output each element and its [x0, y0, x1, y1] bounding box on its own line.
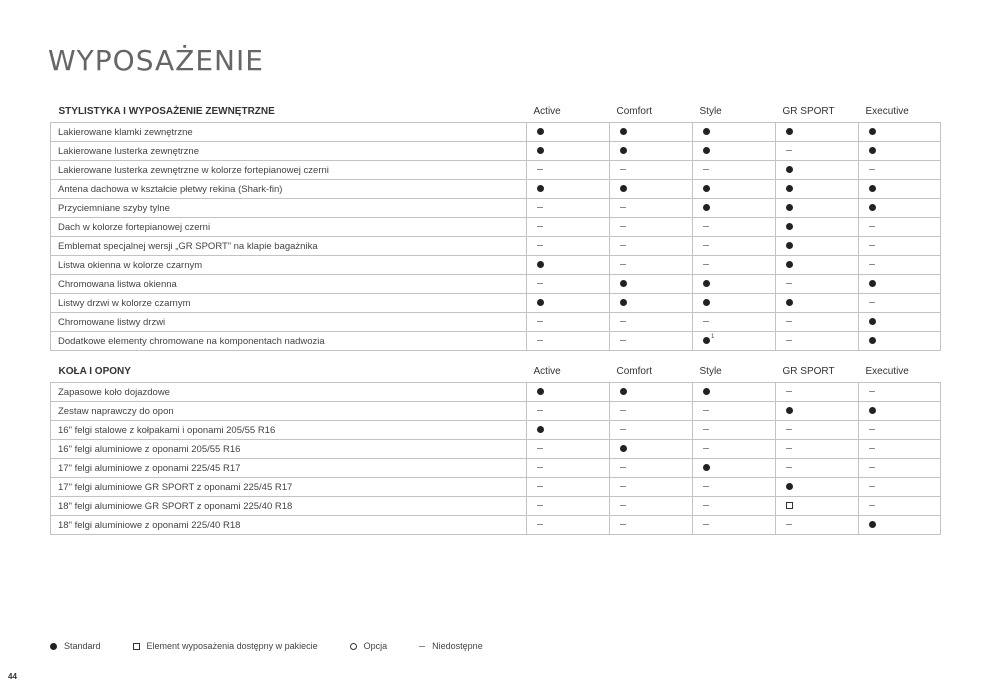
availability-cell — [776, 497, 859, 516]
availability-cell — [527, 275, 610, 294]
availability-cell — [776, 218, 859, 237]
filled-dot-icon — [537, 128, 544, 135]
legend-label: Opcja — [363, 641, 388, 651]
feature-label: Emblemat specjalnej wersji „GR SPORT” na klapie bagażnika — [51, 237, 527, 256]
dash-icon — [620, 524, 626, 525]
table-row — [51, 237, 941, 256]
availability-cell — [776, 237, 859, 256]
filled-dot-icon — [703, 204, 710, 211]
dash-icon — [786, 429, 792, 430]
trim-header: Executive — [865, 365, 909, 377]
circle-outline-icon — [350, 643, 357, 650]
dash-icon — [620, 429, 626, 430]
filled-dot-icon — [537, 147, 544, 154]
equipment-table-wheels — [50, 360, 941, 535]
feature-label: 17" felgi aluminiowe z oponami 225/45 R17 — [51, 459, 527, 478]
square-outline-icon — [786, 502, 793, 509]
table-row — [51, 478, 941, 497]
filled-dot-icon — [786, 483, 793, 490]
legend-item-unavailable — [419, 641, 483, 651]
availability-cell — [859, 123, 941, 142]
legend-label: Element wyposażenia dostępny w pakiecie — [146, 641, 318, 651]
availability-cell — [776, 256, 859, 275]
dash-icon — [620, 467, 626, 468]
availability-cell — [859, 332, 941, 351]
legend-label: Standard — [64, 641, 101, 651]
filled-dot-icon — [50, 643, 57, 650]
dash-icon — [703, 486, 709, 487]
availability-cell — [693, 123, 776, 142]
availability-cell — [693, 275, 776, 294]
filled-dot-icon — [786, 166, 793, 173]
availability-cell — [776, 383, 859, 402]
feature-label: 18" felgi aluminiowe z oponami 225/40 R18 — [51, 516, 527, 535]
availability-cell — [527, 218, 610, 237]
filled-dot-icon — [786, 128, 793, 135]
trim-header: Comfort — [616, 105, 653, 117]
table-row — [51, 161, 941, 180]
legend-item-standard — [50, 641, 101, 651]
section-title: STYLISTYKA I WYPOSAŻENIE ZEWNĘTRZNE — [58, 105, 275, 117]
filled-dot-icon — [703, 185, 710, 192]
dash-icon — [703, 245, 709, 246]
footnote-marker: 1 — [711, 333, 715, 340]
dash-icon — [537, 524, 543, 525]
dash-icon — [869, 245, 875, 246]
availability-cell — [610, 497, 693, 516]
availability-cell — [693, 478, 776, 497]
filled-dot-icon — [869, 204, 876, 211]
availability-cell — [610, 440, 693, 459]
filled-dot-icon — [703, 299, 710, 306]
availability-cell — [527, 123, 610, 142]
dash-icon — [703, 410, 709, 411]
dash-icon — [869, 226, 875, 227]
dash-icon — [537, 226, 543, 227]
availability-cell — [527, 516, 610, 535]
availability-cell — [859, 180, 941, 199]
dash-icon — [869, 302, 875, 303]
availability-cell — [527, 256, 610, 275]
availability-cell — [610, 383, 693, 402]
feature-label: Listwy drzwi w kolorze czarnym — [51, 294, 527, 313]
availability-cell — [859, 421, 941, 440]
availability-cell — [859, 497, 941, 516]
dash-icon — [703, 448, 709, 449]
filled-dot-icon — [869, 318, 876, 325]
table-row — [51, 180, 941, 199]
availability-cell — [776, 421, 859, 440]
availability-cell — [859, 294, 941, 313]
dash-icon — [537, 283, 543, 284]
availability-cell — [859, 275, 941, 294]
filled-dot-icon — [703, 147, 710, 154]
dash-icon — [620, 410, 626, 411]
dash-icon — [869, 169, 875, 170]
dash-icon — [703, 321, 709, 322]
availability-cell — [527, 180, 610, 199]
filled-dot-icon — [537, 388, 544, 395]
availability-cell — [693, 161, 776, 180]
dash-icon — [620, 245, 626, 246]
availability-cell — [610, 402, 693, 421]
availability-cell — [776, 440, 859, 459]
dash-icon — [419, 646, 425, 647]
availability-cell — [776, 142, 859, 161]
table-row — [51, 275, 941, 294]
table-row — [51, 313, 941, 332]
dash-icon — [537, 207, 543, 208]
dash-icon — [869, 467, 875, 468]
availability-cell — [610, 332, 693, 351]
dash-icon — [786, 524, 792, 525]
filled-dot-icon — [620, 388, 627, 395]
filled-dot-icon — [786, 407, 793, 414]
availability-cell — [610, 161, 693, 180]
dash-icon — [786, 321, 792, 322]
filled-dot-icon — [703, 280, 710, 287]
trim-header: Comfort — [616, 365, 653, 377]
availability-cell — [693, 421, 776, 440]
availability-cell — [859, 459, 941, 478]
availability-cell — [693, 459, 776, 478]
filled-dot-icon — [537, 299, 544, 306]
feature-label: Dach w kolorze fortepianowej czerni — [51, 218, 527, 237]
filled-dot-icon — [537, 185, 544, 192]
availability-cell — [527, 161, 610, 180]
availability-cell — [610, 123, 693, 142]
availability-cell — [859, 516, 941, 535]
availability-cell — [610, 421, 693, 440]
feature-label: 17" felgi aluminiowe GR SPORT z oponami 225/45 R17 — [51, 478, 527, 497]
availability-cell — [527, 294, 610, 313]
dash-icon — [620, 169, 626, 170]
availability-cell — [776, 275, 859, 294]
dash-icon — [703, 505, 709, 506]
availability-cell — [859, 478, 941, 497]
filled-dot-icon — [620, 185, 627, 192]
section-title: KOŁA I OPONY — [58, 365, 131, 377]
availability-cell — [776, 161, 859, 180]
feature-label: Listwa okienna w kolorze czarnym — [51, 256, 527, 275]
table-row — [51, 516, 941, 535]
dash-icon — [786, 283, 792, 284]
filled-dot-icon — [786, 185, 793, 192]
availability-cell — [693, 383, 776, 402]
filled-dot-icon — [620, 147, 627, 154]
filled-dot-icon — [869, 280, 876, 287]
dash-icon — [620, 505, 626, 506]
availability-cell — [776, 180, 859, 199]
dash-icon — [537, 448, 543, 449]
page-number: 44 — [8, 672, 17, 681]
equipment-table-exterior — [50, 100, 941, 351]
availability-cell — [776, 478, 859, 497]
filled-dot-icon — [869, 407, 876, 414]
feature-label: Lakierowane lusterka zewnętrzne — [51, 142, 527, 161]
availability-cell — [610, 275, 693, 294]
trim-header: Active — [533, 365, 561, 377]
availability-cell — [693, 440, 776, 459]
feature-label: 16" felgi aluminiowe z oponami 205/55 R16 — [51, 440, 527, 459]
feature-label: Chromowana listwa okienna — [51, 275, 527, 294]
legend-label: Niedostępne — [432, 641, 483, 651]
dash-icon — [869, 264, 875, 265]
trim-header: GR SPORT — [782, 365, 835, 377]
dash-icon — [620, 207, 626, 208]
filled-dot-icon — [869, 128, 876, 135]
dash-icon — [620, 486, 626, 487]
availability-cell — [776, 402, 859, 421]
filled-dot-icon — [620, 445, 627, 452]
availability-cell — [610, 237, 693, 256]
availability-cell — [776, 294, 859, 313]
filled-dot-icon — [786, 261, 793, 268]
feature-label: Zapasowe koło dojazdowe — [51, 383, 527, 402]
dash-icon — [537, 321, 543, 322]
availability-cell — [610, 142, 693, 161]
availability-cell — [527, 497, 610, 516]
table-row — [51, 459, 941, 478]
square-outline-icon — [133, 643, 140, 650]
legend-item-option — [350, 641, 388, 651]
dash-icon — [869, 429, 875, 430]
availability-cell — [610, 256, 693, 275]
availability-cell — [693, 218, 776, 237]
dash-icon — [703, 226, 709, 227]
legend — [50, 641, 515, 651]
feature-label: Chromowane listwy drzwi — [51, 313, 527, 332]
dash-icon — [786, 391, 792, 392]
trim-header: Style — [699, 365, 722, 377]
dash-icon — [537, 505, 543, 506]
trim-header: Style — [699, 105, 722, 117]
dash-icon — [786, 467, 792, 468]
dash-icon — [620, 264, 626, 265]
availability-cell — [776, 516, 859, 535]
dash-icon — [537, 169, 543, 170]
filled-dot-icon — [786, 223, 793, 230]
availability-cell — [859, 142, 941, 161]
dash-icon — [537, 486, 543, 487]
table-row — [51, 421, 941, 440]
table-row — [51, 199, 941, 218]
dash-icon — [703, 524, 709, 525]
dash-icon — [537, 340, 543, 341]
dash-icon — [786, 150, 792, 151]
availability-cell — [859, 237, 941, 256]
dash-icon — [537, 245, 543, 246]
availability-cell — [610, 313, 693, 332]
feature-label: Przyciemniane szyby tylne — [51, 199, 527, 218]
filled-dot-icon — [620, 299, 627, 306]
feature-label: Antena dachowa w kształcie płetwy rekina (Shark-fin) — [51, 180, 527, 199]
availability-cell — [610, 478, 693, 497]
availability-cell — [776, 459, 859, 478]
table-row — [51, 440, 941, 459]
dash-icon — [703, 264, 709, 265]
filled-dot-icon — [537, 261, 544, 268]
filled-dot-icon — [869, 147, 876, 154]
table-header-row — [51, 100, 941, 123]
availability-cell — [527, 199, 610, 218]
availability-cell — [693, 332, 776, 351]
availability-cell — [859, 199, 941, 218]
dash-icon — [703, 429, 709, 430]
availability-cell — [693, 516, 776, 535]
filled-dot-icon — [703, 464, 710, 471]
feature-label: 18" felgi aluminiowe GR SPORT z oponami 225/40 R18 — [51, 497, 527, 516]
trim-header: Active — [533, 105, 561, 117]
table-row — [51, 294, 941, 313]
table-header-row — [51, 360, 941, 383]
availability-cell — [776, 313, 859, 332]
availability-cell — [859, 313, 941, 332]
table-row — [51, 123, 941, 142]
feature-label: Dodatkowe elementy chromowane na komponentach nadwozia — [51, 332, 527, 351]
availability-cell — [693, 199, 776, 218]
filled-dot-icon — [537, 426, 544, 433]
availability-cell — [693, 497, 776, 516]
filled-dot-icon — [620, 280, 627, 287]
availability-cell — [693, 294, 776, 313]
availability-cell — [527, 237, 610, 256]
availability-cell — [776, 332, 859, 351]
availability-cell — [859, 161, 941, 180]
availability-cell — [610, 294, 693, 313]
availability-cell — [527, 478, 610, 497]
availability-cell — [693, 256, 776, 275]
filled-dot-icon — [786, 242, 793, 249]
availability-cell — [776, 199, 859, 218]
availability-cell — [776, 123, 859, 142]
dash-icon — [869, 448, 875, 449]
availability-cell — [859, 218, 941, 237]
availability-cell — [859, 256, 941, 275]
dash-icon — [620, 226, 626, 227]
availability-cell — [693, 180, 776, 199]
table-row — [51, 402, 941, 421]
availability-cell — [527, 421, 610, 440]
dash-icon — [703, 169, 709, 170]
table-row — [51, 142, 941, 161]
availability-cell — [859, 440, 941, 459]
filled-dot-icon — [869, 521, 876, 528]
filled-dot-icon — [869, 337, 876, 344]
trim-header: Executive — [865, 105, 909, 117]
dash-icon — [869, 391, 875, 392]
availability-cell — [693, 313, 776, 332]
legend-item-package — [133, 641, 318, 651]
availability-cell — [693, 142, 776, 161]
feature-label: Lakierowane lusterka zewnętrzne w kolorze fortepianowej czerni — [51, 161, 527, 180]
availability-cell — [527, 459, 610, 478]
dash-icon — [620, 321, 626, 322]
availability-cell — [693, 237, 776, 256]
trim-header: GR SPORT — [782, 105, 835, 117]
dash-icon — [537, 410, 543, 411]
availability-cell — [527, 383, 610, 402]
availability-cell — [527, 332, 610, 351]
page-title: WYPOSAŻENIE — [48, 44, 264, 77]
feature-label: 16" felgi stalowe z kołpakami i oponami 205/55 R16 — [51, 421, 527, 440]
availability-cell — [610, 218, 693, 237]
filled-dot-icon — [620, 128, 627, 135]
table-row — [51, 383, 941, 402]
availability-cell — [610, 199, 693, 218]
availability-cell — [610, 516, 693, 535]
feature-label: Zestaw naprawczy do opon — [51, 402, 527, 421]
filled-dot-icon — [703, 337, 710, 344]
filled-dot-icon — [786, 204, 793, 211]
dash-icon — [537, 467, 543, 468]
filled-dot-icon — [703, 128, 710, 135]
availability-cell — [610, 180, 693, 199]
table-row — [51, 332, 941, 351]
availability-cell — [859, 402, 941, 421]
availability-cell — [859, 383, 941, 402]
dash-icon — [869, 505, 875, 506]
dash-icon — [786, 340, 792, 341]
filled-dot-icon — [869, 185, 876, 192]
table-row — [51, 218, 941, 237]
availability-cell — [527, 440, 610, 459]
dash-icon — [786, 448, 792, 449]
availability-cell — [693, 402, 776, 421]
availability-cell — [527, 402, 610, 421]
table-row — [51, 256, 941, 275]
availability-cell — [527, 142, 610, 161]
filled-dot-icon — [786, 299, 793, 306]
table-row — [51, 497, 941, 516]
availability-cell — [610, 459, 693, 478]
filled-dot-icon — [703, 388, 710, 395]
availability-cell — [527, 313, 610, 332]
dash-icon — [620, 340, 626, 341]
feature-label: Lakierowane klamki zewnętrzne — [51, 123, 527, 142]
dash-icon — [869, 486, 875, 487]
